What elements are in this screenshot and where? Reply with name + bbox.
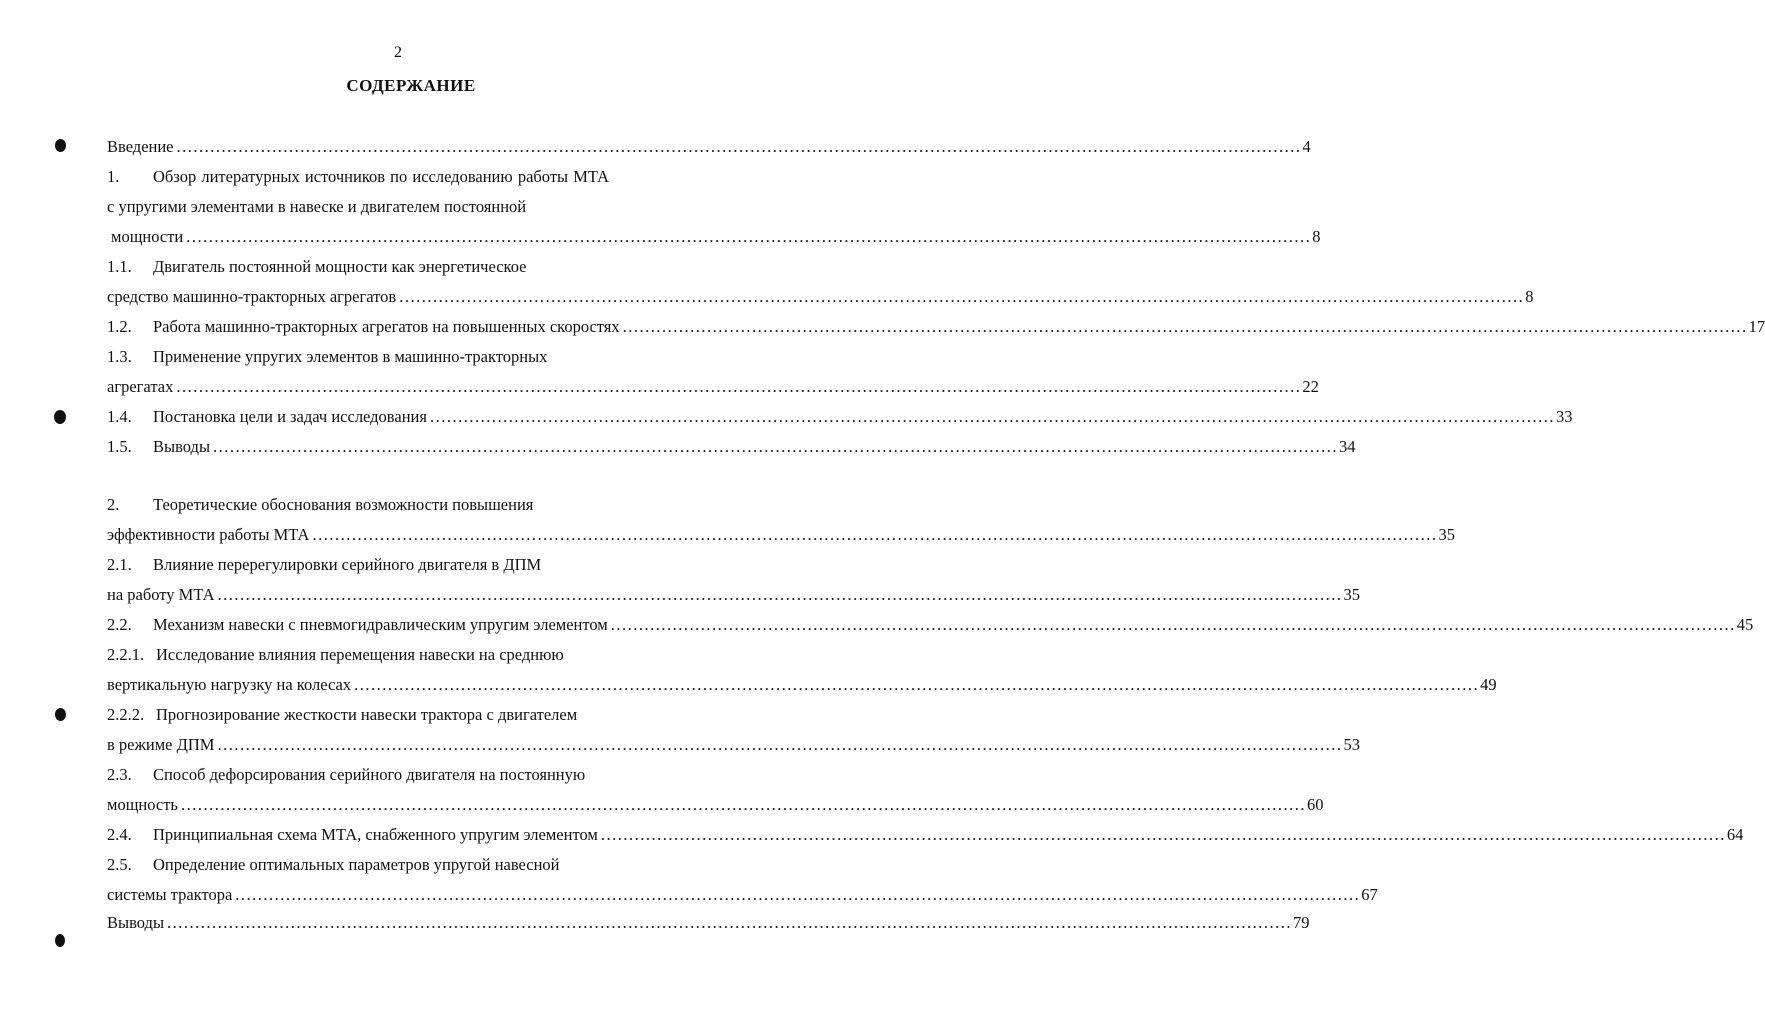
toc-entry-text: вертикальную нагрузку на колесах — [107, 675, 352, 694]
punch-hole-mark — [55, 139, 66, 152]
toc-entry-1-cont — [107, 196, 722, 218]
leader-dots: ........................................................................................................................................................................................................ — [354, 675, 1480, 694]
toc-entry-page: 35 — [1343, 585, 1360, 604]
toc-entry-1-1[interactable] — [107, 256, 722, 278]
toc-entry-text: с упругими элементами в навеске и двигателем постоянной — [107, 197, 527, 216]
toc-entry-1-2[interactable] — [107, 316, 1765, 338]
toc-entry-1-3-end[interactable] — [107, 376, 1319, 398]
toc-entry-page: 49 — [1480, 675, 1497, 694]
toc-entry-2-5-end[interactable] — [107, 884, 1378, 906]
toc-entry-page: 22 — [1302, 377, 1319, 396]
toc-entry-2-3-end[interactable] — [107, 794, 1324, 816]
toc-entry-page: 45 — [1736, 615, 1754, 634]
page-number: 2 — [394, 44, 402, 61]
toc-entry-2-2-2[interactable] — [107, 704, 722, 726]
toc-entry-text: эффективности работы МТА — [107, 525, 310, 544]
toc-entry-page: 35 — [1438, 525, 1455, 544]
toc-entry-number: 2.3. — [107, 765, 132, 784]
toc-entry-text: Влияние перерегулировки серийного двигателя в ДПМ — [153, 555, 542, 574]
toc-entry-2-4[interactable] — [107, 824, 1744, 846]
toc-entry-text: Введение — [107, 137, 174, 156]
toc-entry-page: 64 — [1726, 825, 1744, 844]
toc-entry-text: средство машинно-тракторных агрегатов — [107, 287, 397, 306]
toc-entry-1-4[interactable] — [107, 406, 1573, 428]
leader-dots: ........................................................................................................................................................................................................ — [186, 227, 1312, 246]
toc-entry-2-1[interactable] — [107, 554, 722, 576]
toc-entry-page: 8 — [1525, 287, 1534, 306]
toc-entry-page: 8 — [1312, 227, 1321, 246]
toc-entry-text: на работу МТА — [107, 585, 215, 604]
toc-entry-1-3[interactable] — [107, 346, 722, 368]
toc-entry-text: Обзор литературных источников по исследованию работы МТА — [153, 167, 610, 186]
toc-entry-number: 2.1. — [107, 555, 132, 574]
leader-dots: ........................................................................................................................................................................................................ — [312, 525, 1438, 544]
toc-entry-text: Работа машинно-тракторных агрегатов на повышенных скоростях — [153, 317, 620, 336]
leader-dots: ........................................................................................................................................................................................................ — [399, 287, 1525, 306]
leader-dots: ........................................................................................................................................................................................................ — [176, 137, 1302, 156]
punch-hole-mark — [54, 410, 66, 424]
toc-entry-text: мощность — [107, 795, 178, 814]
toc-entry-page: 67 — [1361, 885, 1378, 904]
toc-entry-text: мощности — [111, 227, 184, 246]
toc-entry-page: 60 — [1306, 795, 1324, 814]
toc-entry-page: 4 — [1302, 137, 1311, 156]
toc-entry-number: 2.2. — [107, 615, 132, 634]
leader-dots: ........................................................................................................................................................................................................ — [213, 437, 1339, 456]
toc-entry-2-2-1-end[interactable] — [107, 674, 1497, 696]
toc-entry-2-2-1[interactable] — [107, 644, 722, 666]
punch-hole-mark — [55, 708, 66, 721]
leader-dots: ........................................................................................................................................................................................................ — [176, 377, 1302, 396]
toc-entry-number: 2.4. — [107, 825, 132, 844]
toc-entry-2-2-2-end[interactable] — [107, 734, 1360, 756]
toc-entry-2-end[interactable] — [107, 524, 1455, 546]
toc-entry-text: Выводы — [153, 437, 211, 456]
toc-entry-conclusions[interactable] — [107, 912, 1310, 934]
toc-entry-number: 1. — [107, 167, 120, 186]
toc-entry-text: Двигатель постоянной мощности как энергетическое — [153, 257, 527, 276]
toc-entry-text: Определение оптимальных параметров упругой навесной — [153, 855, 560, 874]
toc-entry-number: 1.5. — [107, 437, 132, 456]
toc-entry-page: 34 — [1339, 437, 1356, 456]
toc-entry-text: Постановка цели и задач исследования — [153, 407, 427, 426]
toc-entry-text: Теоретические обоснования возможности повышения — [153, 495, 534, 514]
toc-entry-number: 2.2.1. — [107, 645, 145, 664]
page-title: СОДЕРЖАНИЕ — [346, 76, 476, 95]
toc-entry-number: 2.2.2. — [107, 705, 145, 724]
toc-entry-page: 33 — [1555, 407, 1573, 426]
toc-entry-text: в режиме ДПМ — [107, 735, 215, 754]
toc-entry-number: 1.4. — [107, 407, 132, 426]
toc-entry-number: 1.1. — [107, 257, 132, 276]
leader-dots: ........................................................................................................................................................................................................ — [167, 913, 1293, 932]
toc-entry-text: системы трактора — [107, 885, 233, 904]
toc-entry-1[interactable] — [107, 166, 722, 188]
toc-entry-2-5[interactable] — [107, 854, 722, 876]
toc-entry-2-2[interactable] — [107, 614, 1754, 636]
punch-hole-mark — [55, 934, 65, 947]
toc-entry-2-3[interactable] — [107, 764, 722, 786]
toc-entry-page: 17 — [1748, 317, 1765, 336]
toc-entry-2-1-end[interactable] — [107, 584, 1360, 606]
toc-entry-text: Принципиальная схема МТА, снабженного упругим элементом — [153, 825, 598, 844]
leader-dots: ........................................................................................................................................................................................................ — [429, 407, 1555, 426]
toc-entry-number: 2.5. — [107, 855, 132, 874]
toc-entry-1-5[interactable] — [107, 436, 1356, 458]
leader-dots: ........................................................................................................................................................................................................ — [235, 885, 1361, 904]
leader-dots: ........................................................................................................................................................................................................ — [610, 615, 1736, 634]
leader-dots: ........................................................................................................................................................................................................ — [622, 317, 1748, 336]
toc-entry-text: Исследование влияния перемещения навески на среднюю — [156, 645, 564, 664]
toc-entry-number: 1.2. — [107, 317, 132, 336]
leader-dots: ........................................................................................................................................................................................................ — [217, 735, 1343, 754]
leader-dots: ........................................................................................................................................................................................................ — [180, 795, 1306, 814]
toc-entry-number: 1.3. — [107, 347, 132, 366]
toc-entry-1-1-end[interactable] — [107, 286, 1534, 308]
leader-dots: ........................................................................................................................................................................................................ — [217, 585, 1343, 604]
toc-entry-intro[interactable] — [107, 136, 1311, 158]
leader-dots: ........................................................................................................................................................................................................ — [600, 825, 1726, 844]
toc-entry-page: 79 — [1293, 913, 1310, 932]
toc-entry-page: 53 — [1343, 735, 1360, 754]
toc-entry-text: Механизм навески с пневмогидравлическим упругим элементом — [153, 615, 608, 634]
toc-entry-text: Прогнозирование жесткости навески трактора с двигателем — [156, 705, 578, 724]
toc-entry-1-end[interactable] — [107, 226, 1321, 248]
toc-entry-text: Выводы — [107, 913, 165, 932]
toc-entry-number: 2. — [107, 495, 120, 514]
toc-entry-text: Способ дефорсирования серийного двигателя на постоянную — [153, 765, 586, 784]
toc-entry-text: агрегатах — [107, 377, 174, 396]
toc-entry-2[interactable] — [107, 494, 722, 516]
toc-entry-text: Применение упругих элементов в машинно-тракторных — [153, 347, 548, 366]
